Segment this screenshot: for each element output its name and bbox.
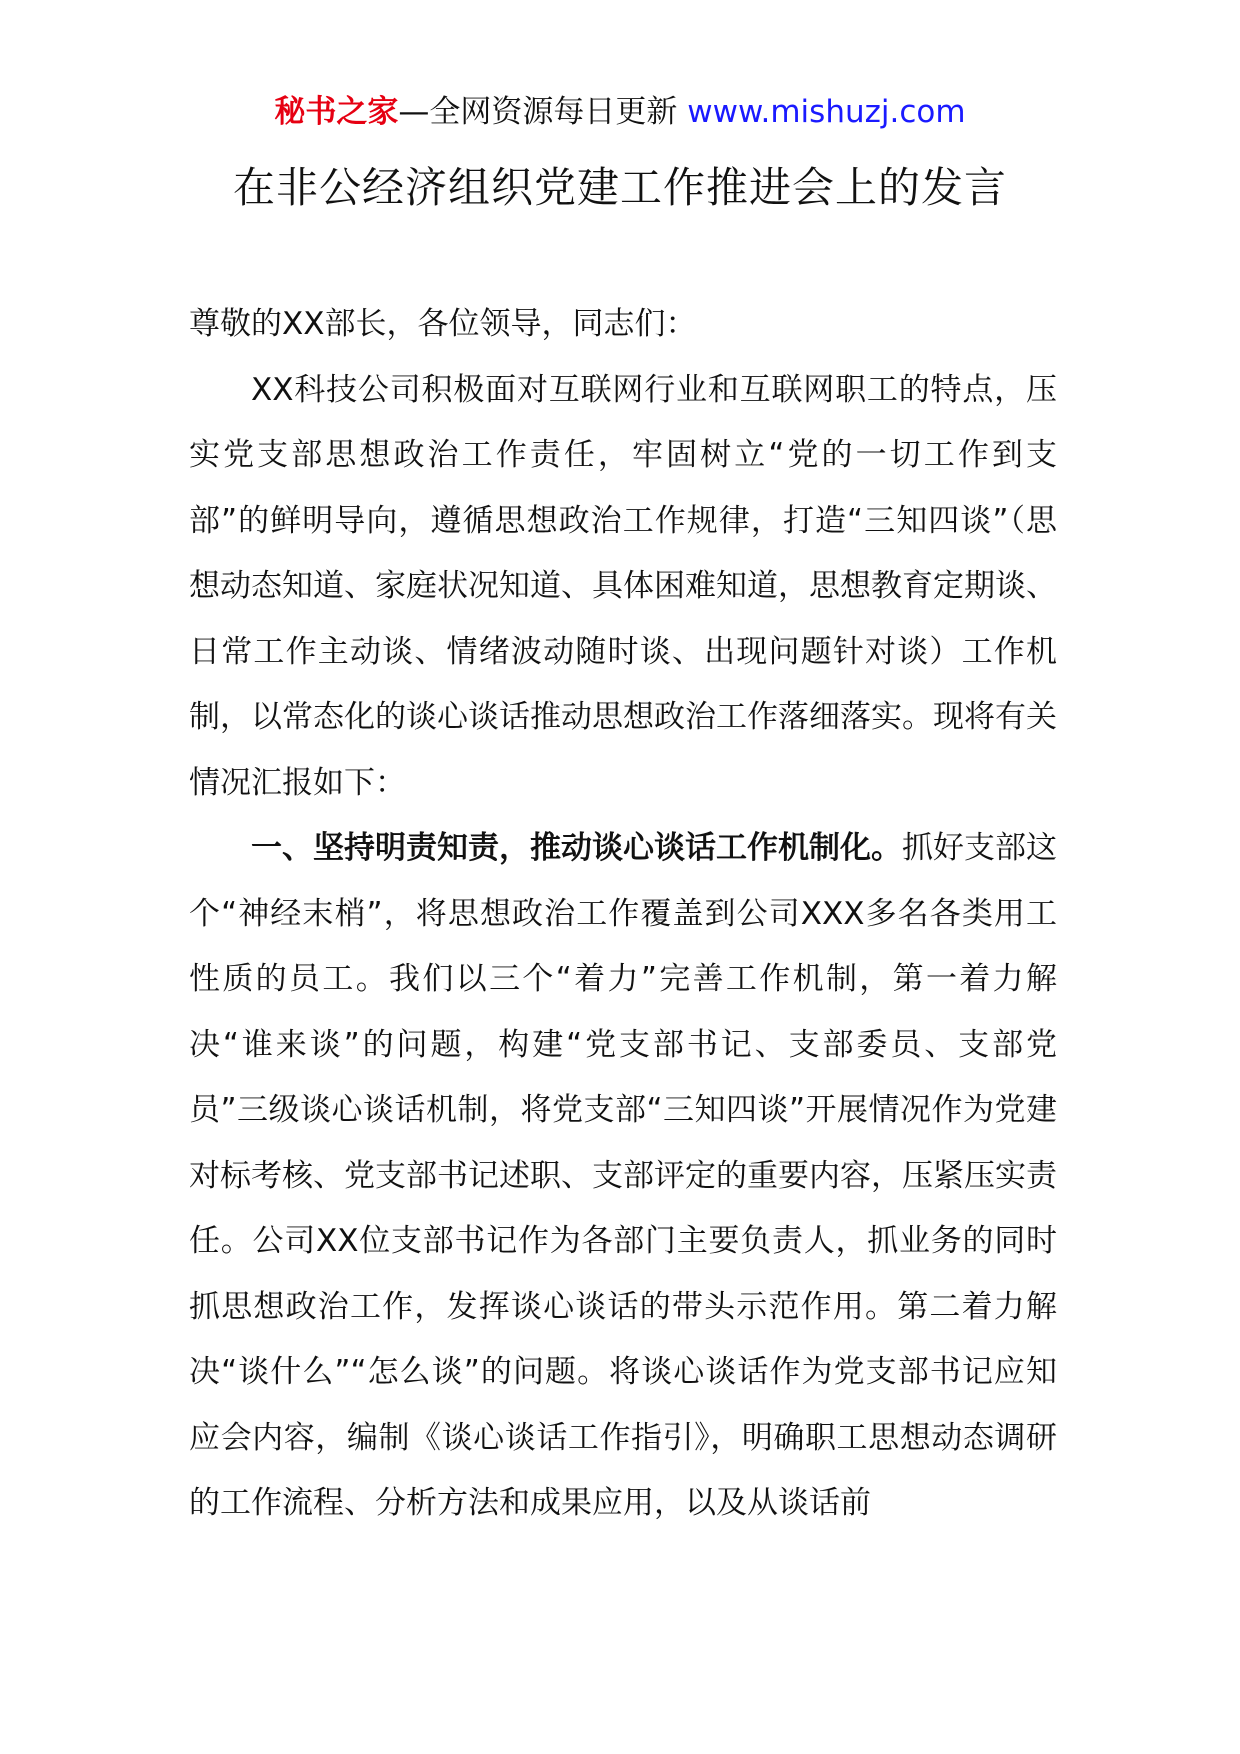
site-tagline: —全网资源每日更新 xyxy=(398,94,688,130)
section-1-heading: 一、坚持明责知责，推动谈心谈话工作机制化。 xyxy=(251,830,902,866)
salutation: 尊敬的XX部长，各位领导，同志们： xyxy=(189,306,697,342)
document-body xyxy=(189,292,1057,1537)
site-brand: 秘书之家 xyxy=(274,94,399,130)
site-url-link[interactable]: www.mishuzj.com xyxy=(687,94,966,130)
section-1-body: 抓好支部这个“神经末梢”，将思想政治工作覆盖到公司XXX多名各类用工性质的员工。我们以三个“着力”完善工作机制，第一着力解决“谁来谈”的问题，构建“党支部书记、支部委员、支部党员”三级谈心谈话机制，将党支部“三知四谈”开展情况作为党建对标考核、党支部书记述职、支部评定的重要内容，压紧压实责任。公司XX位支部书记作为各部门主要负责人，抓业务的同时抓思想政治工作，发挥谈心谈话的带头示范作用。第二着力解决“谈什么”“怎么谈”的问题。将谈心谈话作为党支部书记应知应会内容，编制《谈心谈话工作指引》，明确职工思想动态调研的工作流程、分析方法和成果应用，以及从谈话前 xyxy=(189,830,1057,1521)
section-1-paragraph xyxy=(189,816,1057,1537)
document-title: 在非公经济组织党建工作推进会上的发言 xyxy=(232,163,1007,212)
site-header xyxy=(0,92,1240,132)
intro-paragraph: XX科技公司积极面对互联网行业和互联网职工的特点，压实党支部思想政治工作责任，牢固树立“党的一切工作到支部”的鲜明导向，遵循思想政治工作规律，打造“三知四谈”（思想动态知道、家庭状况知道、具体困难知道，思想教育定期谈、日常工作主动谈、情绪波动随时谈、出现问题针对谈）工作机制，以常态化的谈心谈话推动思想政治工作落细落实。现将有关情况汇报如下： xyxy=(189,371,1057,801)
